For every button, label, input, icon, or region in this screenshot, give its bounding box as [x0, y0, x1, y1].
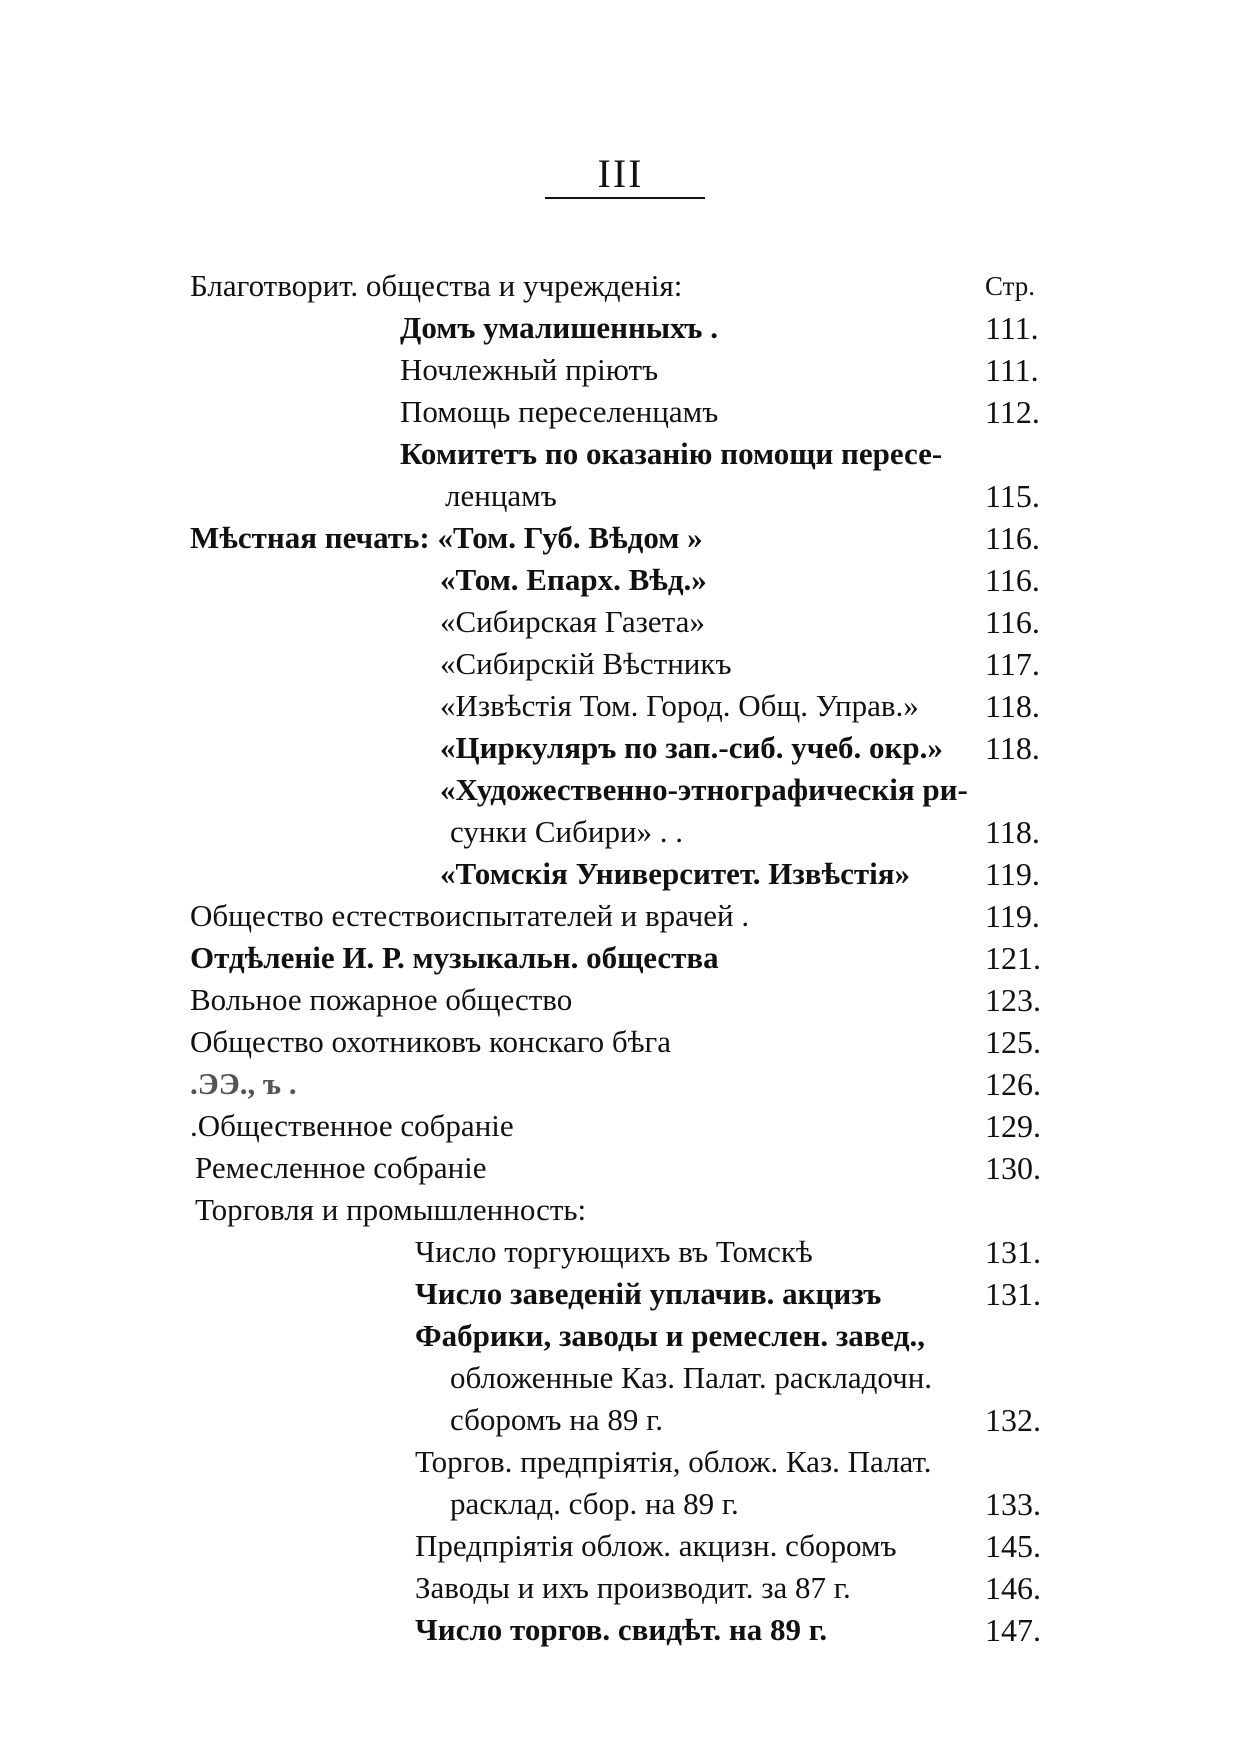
toc-entry-text: Домъ умалишенныхъ .	[400, 310, 718, 345]
toc-entry-page: 125.	[985, 1024, 1041, 1060]
toc-entry-page: 118.	[985, 814, 1040, 850]
toc-entry-page: 119.	[985, 856, 1040, 892]
toc-entry-page: 133.	[985, 1486, 1041, 1522]
toc-entry-page: 129.	[985, 1108, 1041, 1144]
toc-entry-text: расклад. сбор. на 89 г.	[450, 1486, 739, 1521]
toc-entry-text: Помощь переселенцамъ	[400, 394, 719, 429]
toc-entry-text: Фабрики, заводы и ремеслен. завед.,	[415, 1318, 926, 1353]
toc-entry-page: 146.	[985, 1570, 1041, 1606]
toc-entry-text: «Сибирская Газета»	[440, 604, 705, 639]
toc-entry-text: Общество охотниковъ конскаго бѣга	[190, 1024, 671, 1059]
toc-entry-page: 115.	[985, 478, 1040, 514]
toc-entry-page: 118.	[985, 730, 1040, 766]
toc-entry-text: Число торгов. свидѣт. на 89 г.	[415, 1612, 828, 1647]
toc-entry-text: сунки Сибири» . .	[450, 814, 684, 849]
toc-entry-text: Отдѣленіе И. Р. музыкальн. общества	[190, 940, 719, 975]
toc-entry-text: Вольное пожарное общество	[190, 982, 573, 1017]
toc-entry-page: 147.	[985, 1612, 1041, 1648]
toc-entry-text: Ночлежный пріютъ	[400, 352, 659, 387]
toc-entry-page: 126.	[985, 1066, 1041, 1102]
toc-entry-text: Число заведеній уплачив. акцизъ	[415, 1276, 882, 1311]
toc-entry-text: Общество естествоиспытателей и врачей .	[190, 898, 750, 933]
toc-entry-page: 131.	[985, 1276, 1041, 1312]
toc-entry-text: «Художественно-этнографическія ри-	[440, 772, 968, 807]
toc-entry-text: Предпріятія облож. акцизн. сборомъ	[415, 1528, 897, 1563]
toc-entry-text: Ремесленное собраніе	[195, 1150, 487, 1185]
toc-entry-text: Число торгующихъ въ Томскѣ	[415, 1234, 813, 1269]
toc-entry-page: 121.	[985, 940, 1041, 976]
toc-entry-text: .ЭЭ., ъ .	[190, 1066, 297, 1101]
page-column-label: Стр.	[985, 271, 1036, 301]
page-number: III	[597, 151, 644, 196]
toc-entry-text: «Сибирскій Вѣстникъ	[440, 646, 732, 681]
toc-entry-text: «Циркуляръ по зап.-сиб. учеб. окр.»	[440, 730, 943, 765]
toc-entry-text: Мѣстная печать: «Том. Губ. Вѣдом »	[190, 520, 703, 555]
toc-entry-page: 116.	[985, 520, 1040, 556]
toc-entry-page: 111.	[985, 310, 1039, 346]
toc-entry-page: 116.	[985, 562, 1040, 598]
toc-entry-text: «Том. Епарх. Вѣд.»	[440, 562, 707, 597]
toc-entry-text: «Томскія Университет. Извѣстія»	[440, 856, 911, 891]
toc-entry-page: 123.	[985, 982, 1041, 1018]
toc-entry-page: 131.	[985, 1234, 1041, 1270]
toc-entry-page: 111.	[985, 352, 1039, 388]
toc-entry-text: Торговля и промышленность:	[195, 1192, 587, 1227]
toc-entry-page: 145.	[985, 1528, 1041, 1564]
toc-entry-text: Торгов. предпріятія, облож. Каз. Палат.	[415, 1444, 932, 1479]
toc-entry-page: 132.	[985, 1402, 1041, 1438]
toc-entry-page: 130.	[985, 1150, 1041, 1186]
toc-entry-text: «Извѣстія Том. Город. Общ. Управ.»	[440, 688, 919, 723]
toc-entry-page: 117.	[985, 646, 1040, 682]
toc-entry-text: Заводы и ихъ производит. за 87 г.	[415, 1570, 851, 1605]
toc-entry-text: .Общественное собраніе	[190, 1108, 514, 1143]
toc-entry-text: обложенные Каз. Палат. раскладочн.	[450, 1360, 933, 1395]
toc-entry-page: 116.	[985, 604, 1040, 640]
toc-entry-page: 112.	[985, 394, 1040, 430]
toc-entry-text: Комитетъ по оказанію помощи пересе-	[400, 436, 943, 471]
toc-entry-page: 119.	[985, 898, 1040, 934]
toc-entry-page: 118.	[985, 688, 1040, 724]
toc-entry-text: ленцамъ	[445, 478, 557, 513]
toc-entry-text: сборомъ на 89 г.	[450, 1402, 664, 1437]
toc-entry-text: Благотворит. общества и учрежденія:	[190, 268, 683, 303]
